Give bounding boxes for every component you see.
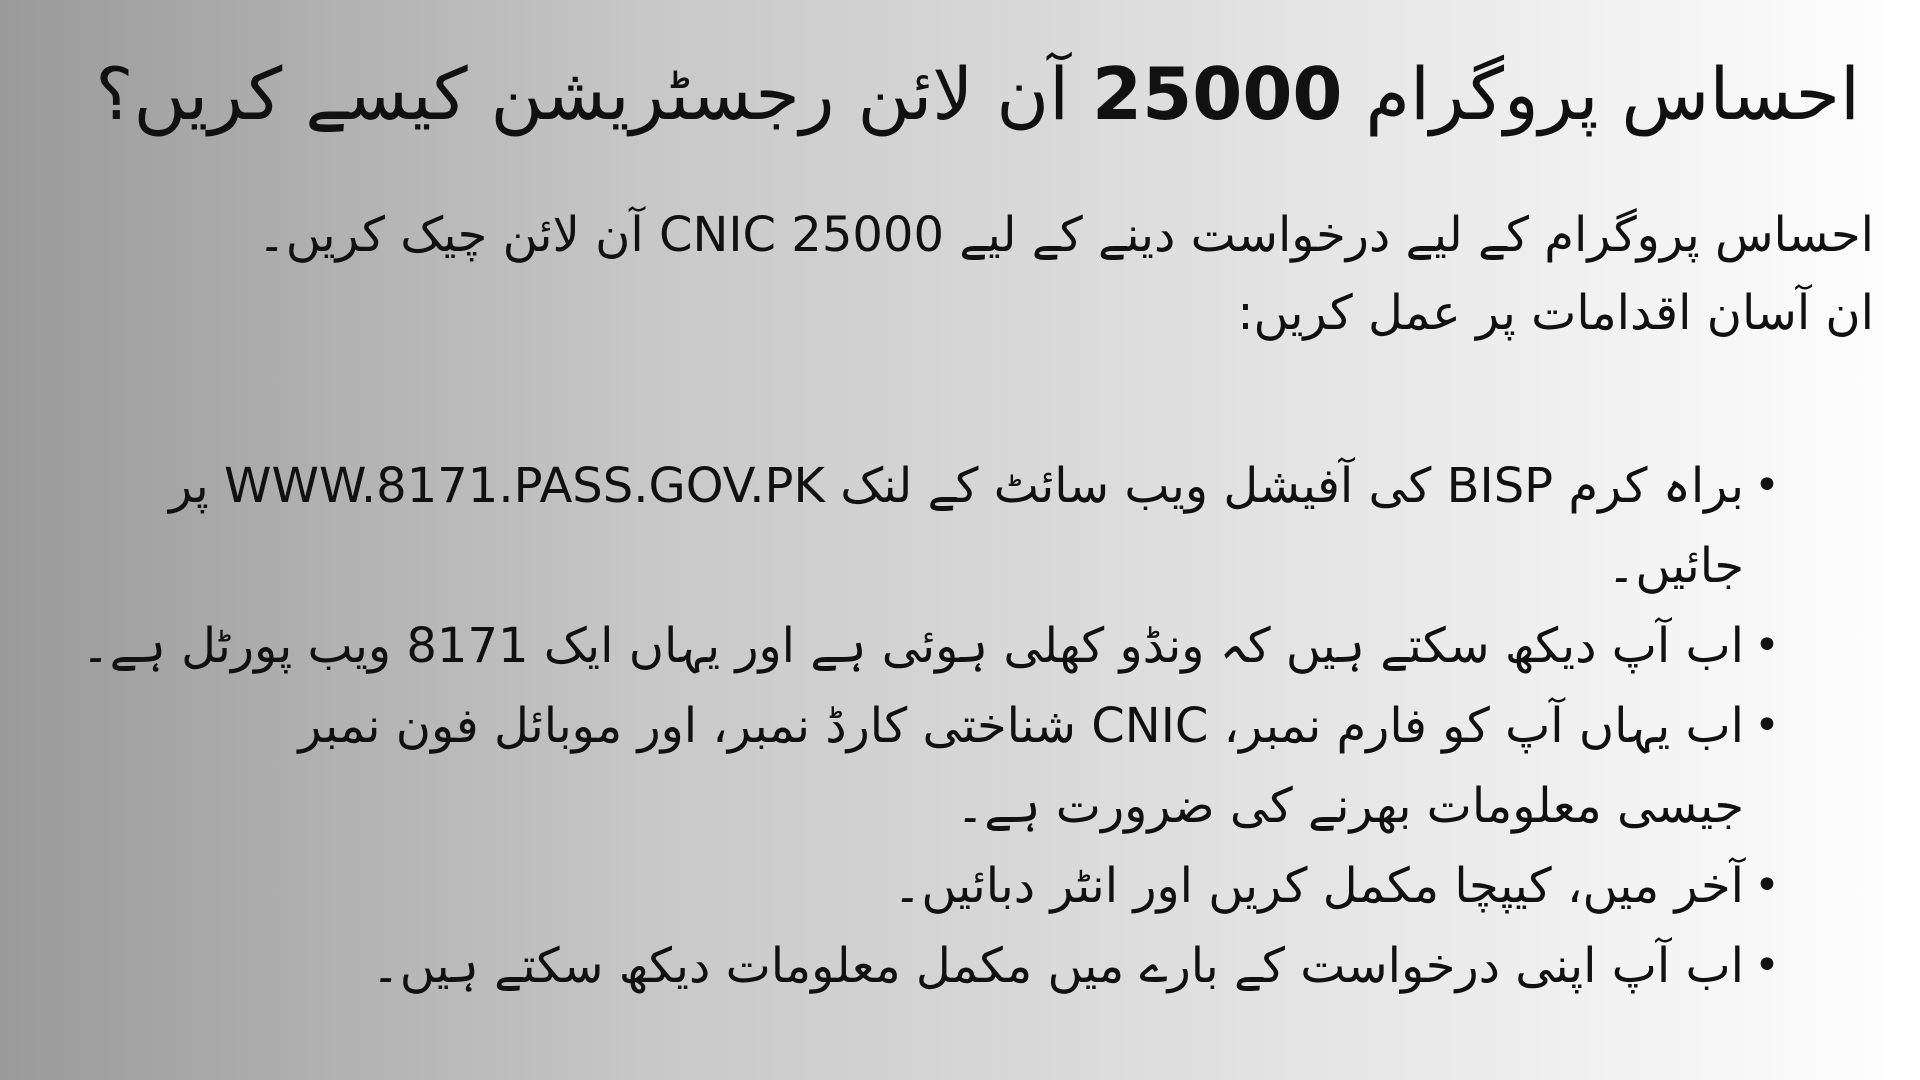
bullet-dot: • xyxy=(1754,460,1780,511)
list-item xyxy=(52,926,1780,1006)
intro-paragraph xyxy=(54,196,1874,352)
step-text: اب یہاں آپ کو فارم نمبر، CNIC شناختی کارڈ نمبر، اور موبائل فون نمبر جیسی معلومات بھرنے کی ضرورت ہے۔ xyxy=(298,698,1744,834)
steps-list xyxy=(52,440,1780,1006)
intro-line-1: احساس پروگرام کے لیے درخواست دینے کے لیے CNIC 25000 آن لائن چیک کریں۔ xyxy=(257,207,1874,263)
list-item xyxy=(52,606,1780,686)
step-text: آخر میں، کیپچا مکمل کریں اور انٹر دبائیں۔ xyxy=(893,858,1744,914)
title-text-start: احساس پروگرام xyxy=(1365,52,1860,136)
list-item xyxy=(214,686,1780,846)
step-text: اب آپ اپنی درخواست کے بارے میں مکمل معلومات دیکھ سکتے ہیں۔ xyxy=(371,938,1744,994)
title-text-end: آن لائن رجسٹریشن کیسے کریں؟ xyxy=(95,52,1070,136)
bullet-dot: • xyxy=(1754,940,1780,991)
page-title xyxy=(60,48,1860,140)
bullet-dot: • xyxy=(1754,620,1780,671)
list-item xyxy=(52,446,1780,606)
bullet-dot: • xyxy=(1754,700,1780,751)
list-item xyxy=(52,846,1780,926)
bullet-dot: • xyxy=(1754,860,1780,911)
step-text: براہ کرم BISP کی آفیشل ویب سائٹ کے لنک WWW.8171.PASS.GOV.PK پر جائیں۔ xyxy=(168,458,1744,594)
title-number: 25000 xyxy=(1092,52,1343,136)
intro-line-2: ان آسان اقدامات پر عمل کریں: xyxy=(1237,285,1874,341)
step-text: اب آپ دیکھ سکتے ہیں کہ ونڈو کھلی ہوئی ہے اور یہاں ایک 8171 ویب پورٹل ہے۔ xyxy=(81,618,1744,674)
